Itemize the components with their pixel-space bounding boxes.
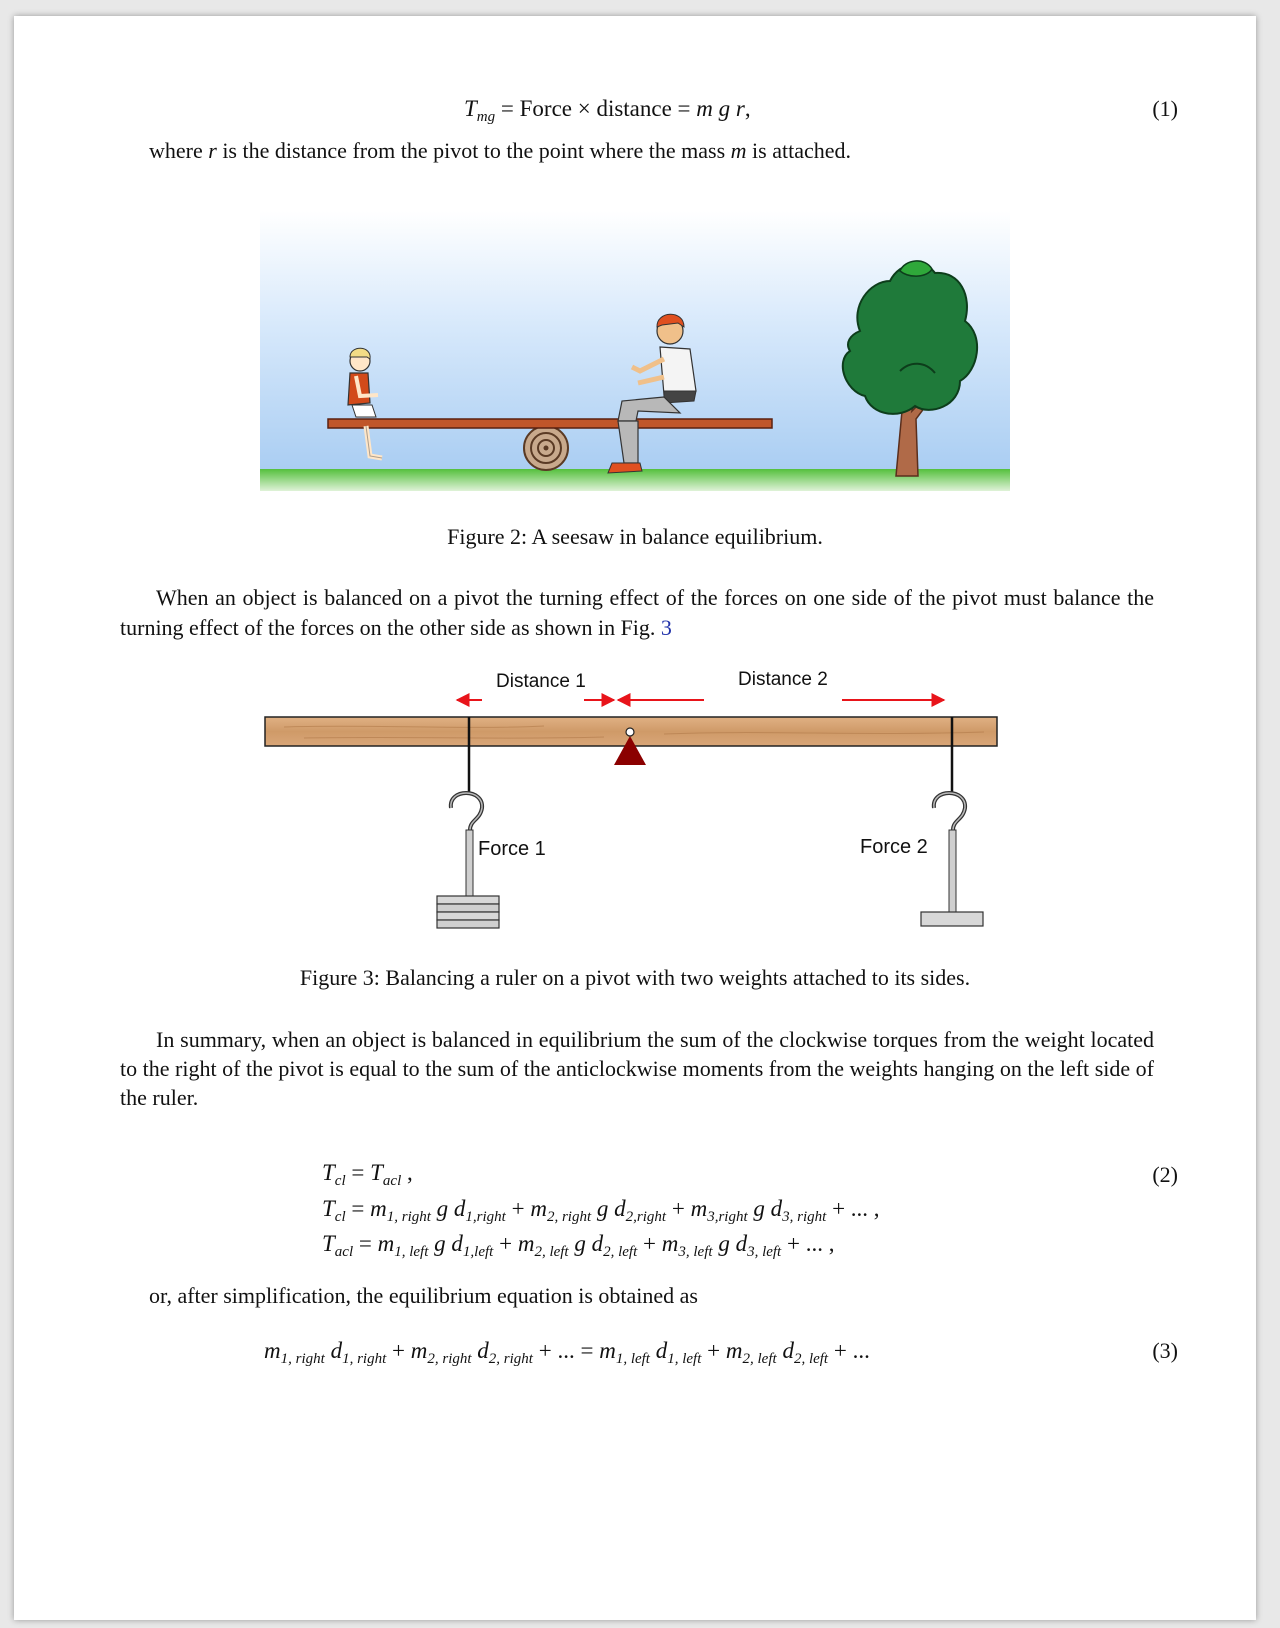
balance-text: When an object is balanced on a pivot the turning effect of the forces on one side of the pivot must balance the turning effect of the forces on the other side as shown in Fig.	[120, 585, 1154, 640]
eq1-rhs: m g r	[696, 96, 745, 121]
ruler-illustration	[244, 664, 1034, 964]
equation-1	[464, 96, 751, 125]
where-post: is attached.	[752, 138, 852, 163]
left-weight-stack	[437, 896, 499, 928]
equation-2-line-3: $T_{acl} = m_{1, left}$ g $d_{1,left} + m_{2, left}$ g $d_{2, left} + m_{3, left}$ g $d_{3, left}$ + ... ,	[322, 1231, 835, 1260]
eq1-lhs: T	[464, 96, 477, 121]
force-1-label: Force 1	[478, 838, 546, 860]
equation-2-line-1: $T_{cl} = T_{acl}$ ,	[322, 1160, 413, 1189]
balance-paragraph	[120, 583, 1154, 643]
equation-2-line-2: $T_{cl} = m_{1, right}$ g $d_{1,right} + m_{2, right}$ g $d_{2,right} + m_{3,right}$ g $d_{3, right}$ + ... ,	[322, 1196, 880, 1225]
figure-3-caption: Figure 3: Balancing a ruler on a pivot with two weights attached to its sides.	[299, 965, 971, 990]
eq1-tail: ,	[744, 96, 751, 121]
figure-2-caption: Figure 2: A seesaw in balance equilibrium.	[447, 524, 823, 549]
figure-3-reference-link[interactable]: 3	[660, 615, 672, 640]
force-2-label: Force 2	[860, 836, 928, 858]
document-page	[14, 16, 1256, 1620]
equation-2-number: (2)	[1152, 1162, 1178, 1187]
summary-paragraph: In summary, when an object is balanced in equilibrium the sum of the clockwise torques from the weight located to the right of the pivot is equal to the sum of the anticlockwise moments from the weights hanging on the left side of the ruler.	[120, 1027, 1154, 1110]
where-pre: where	[149, 138, 203, 163]
where-paragraph	[149, 136, 851, 166]
right-hook	[934, 793, 965, 830]
distance-2-label: Distance 2	[738, 669, 828, 690]
eq1-mid: = Force × distance =	[500, 96, 691, 121]
distance-1-label: Distance 1	[496, 671, 586, 692]
pivot-point	[626, 728, 634, 736]
right-weight	[921, 912, 983, 926]
where-r: r	[208, 138, 217, 163]
equation-3-number: (3)	[1152, 1338, 1178, 1363]
seesaw-illustration	[260, 211, 1010, 501]
seesaw-plank	[328, 419, 772, 428]
fulcrum-log	[524, 426, 568, 470]
equation-3: $m_{1, right}$ $d_{1, right} + m_{2, right}$ $d_{2, right}$ + ... = $m_{1, left}$ $d_{1, left} + m_{2, left}$ $d_{2, left}$ + ...	[264, 1338, 870, 1367]
simplification-paragraph: or, after simplification, the equilibrium equation is obtained as	[149, 1283, 698, 1308]
eq1-lhs-sub: mg	[476, 109, 496, 125]
left-hook	[451, 793, 482, 830]
where-m: m	[730, 138, 747, 163]
where-mid: is the distance from the pivot to the point where the mass	[222, 138, 726, 163]
equation-1-number: (1)	[1152, 96, 1178, 121]
